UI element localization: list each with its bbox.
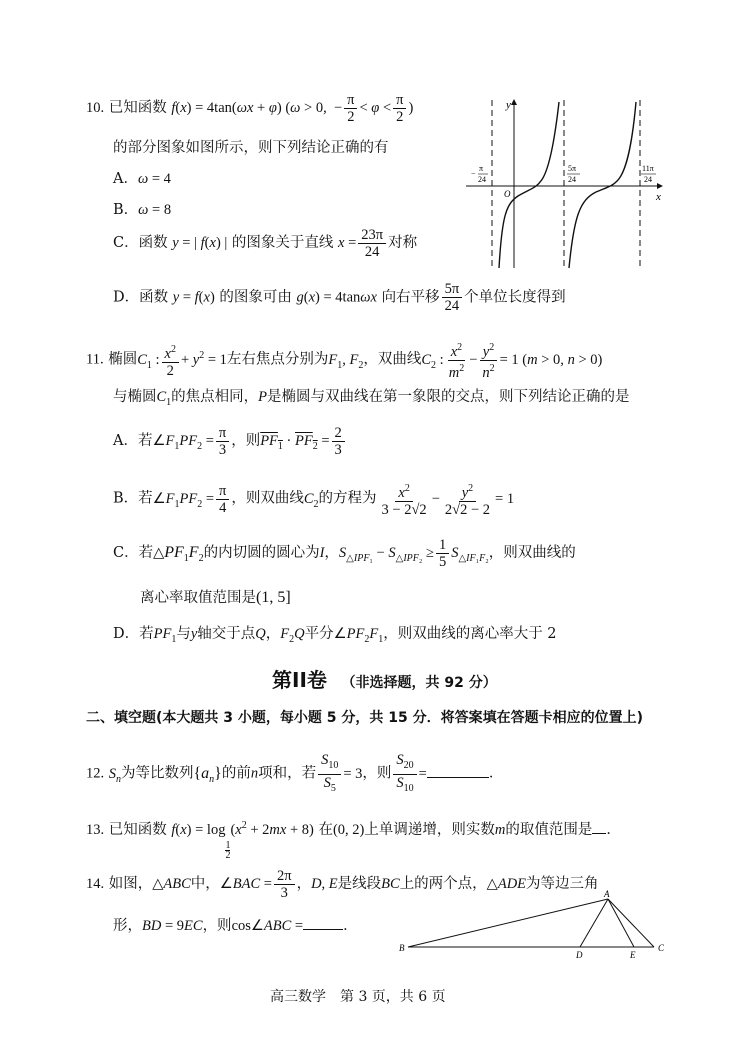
q11-line2-b: 的焦点相同， <box>171 389 259 405</box>
q12-answer-blank[interactable] <box>427 777 489 778</box>
q11-option-d-b: 与 <box>176 626 191 642</box>
q11-option-d-e: 平分 <box>304 626 334 642</box>
segment-ae <box>608 899 634 947</box>
q14-line2-b: ，则 <box>202 918 232 934</box>
page-footer: 高三数学 第 3 页，共 6 页 <box>270 989 446 1005</box>
q10-stem-a: 已知函数 <box>108 99 167 116</box>
l1-sign: − <box>471 169 476 178</box>
q14-text-f: 为等边三角 <box>526 875 599 892</box>
q14-text-d: 是线段 <box>337 875 382 892</box>
q10-option-d-c: 向右平移 <box>381 289 440 306</box>
q11-option-c-sep: ， <box>324 544 339 561</box>
q10-option-c-c: 对称 <box>388 234 418 251</box>
q13-answer-blank[interactable] <box>592 833 606 834</box>
q10-option-b: B．ω = 8 <box>113 202 172 218</box>
q14-number: 14. <box>86 875 105 892</box>
section-2-subtitle: （非选择题，共 92 分） <box>341 675 497 691</box>
q11-stem-line: 11. 椭圆$C_1$ : $\frac{x^2}{2}$ + $y^2 = 1$左右焦点分别为$F_1$, $F_2$，双曲线$C_2$ : $\frac{x^2}{m^2}$ − $\frac{y^2}{n^2}$ = 1 (m > 0, n > 0) <box>86 342 603 381</box>
q10-option-d: D．函数 y = f(x) 的图象可由 g(x) = 4tanωx 向右平移 $\frac{5\pi}{24}$ 个单位长度得到 <box>113 281 566 314</box>
q10-stem-line <box>86 92 413 125</box>
q11-line2: 与椭圆$C_1$的焦点相同，P是椭圆与双曲线在第一象限的交点，则下列结论正确的是 <box>113 389 630 408</box>
q11-stem-b: 左右焦点分别为 <box>226 351 329 368</box>
q13-text-b: 在 <box>318 822 333 838</box>
l1-num: π <box>479 164 484 173</box>
point-a-label: A <box>604 890 610 899</box>
section-2-title: 第II卷 <box>272 668 327 692</box>
l3-den: 24 <box>644 175 652 184</box>
q12-line: 12. $S_n$为等比数列$\{a_n\}$的前n项和，若 $\frac{S_{10}}{S_5}$ = 3，则 $\frac{S_{20}}{S_{10}}$ = ． <box>86 752 504 794</box>
l3-num: 11π <box>642 164 654 173</box>
q13-line: 13. 已知函数 f(x) = log $_{\frac{1}{2}}$ $(x^2 + 2mx + 8)$ 在(0, 2)上单调递增，则实数m的取值范围是 ． <box>86 820 621 861</box>
q14-line1: 14. 如图，△ABC中，∠BAC = $\frac{2\pi}{3}$ ，D, E是线段BC上的两个点，△ADE为等边三角 <box>86 868 599 901</box>
l2-den: 24 <box>568 175 576 184</box>
q11-option-d-d: ， <box>265 626 281 642</box>
q11-option-b: B．若$\angle F_1PF_2$ = $\frac{\pi}{4}$ ，则双曲线$C_2$的方程为 $\frac{x^2}{3 - 2√2}$ − $\frac{y^2}{2√2 - 2}$ = 1 <box>113 482 515 518</box>
point-b-label: B <box>399 943 405 953</box>
q12-number: 12. <box>86 765 105 782</box>
q11-option-c-b: 的内切圆的圆心为 <box>203 544 320 561</box>
point-c-label: C <box>658 943 665 953</box>
q12-text-b: 的前 <box>221 765 251 782</box>
q14-text-a: 如图，△ <box>108 875 164 892</box>
q12-text-a: 为等比数列 <box>120 765 194 782</box>
q11-option-d-f: ，则双曲线的离心率大于 2 <box>383 626 557 642</box>
q13-number: 13. <box>86 822 105 838</box>
q12-text-c: 项和，若 <box>258 765 317 782</box>
q10-option-c: C．函数 y = | f(x) | 的图象关于直线 x = $\frac{23\pi}{24}$ 对称 <box>113 227 418 260</box>
point-e-label: E <box>630 950 636 960</box>
q11-option-a-b: ，则 <box>231 432 261 449</box>
section-2-heading <box>272 664 497 693</box>
y-label: y <box>506 99 511 111</box>
q14-line2: 形，BD = 9EC，则cos∠ABC = ． <box>113 918 358 934</box>
q10-option-a-label: A． <box>113 171 138 187</box>
q10-number: 10. <box>86 99 105 116</box>
q11-stem-a: 椭圆 <box>108 351 138 368</box>
q14-text-b: 中， <box>190 875 220 892</box>
q14-line2-c: ． <box>343 918 358 934</box>
origin-label: O <box>504 189 511 199</box>
q12-text-d: ，则 <box>362 765 392 782</box>
q11-option-c-line2: 离心率取值范围是(1, 5] <box>140 589 291 606</box>
q11-option-b-a: B．若 <box>113 490 153 507</box>
q10-option-d-a: D．函数 <box>113 289 169 306</box>
segment-ac <box>608 899 654 947</box>
q14-answer-blank[interactable] <box>303 929 343 930</box>
q11-option-c-a: C．若△ <box>113 544 165 561</box>
q14-triangle-figure <box>396 890 668 962</box>
q10-function: f(x) = 4tan(ωx + φ) (ω > 0, − $\frac{\pi}{2}$ < φ < $\frac{\pi}{2}$ ) <box>171 92 414 125</box>
q11-line2-a: 与椭圆 <box>113 389 157 405</box>
q11-option-c: C．若$\triangle PF_1F_2$的内切圆的圆心为I，$S_{\triangle IPF_1} - S_{\triangle IPF_2}$ ≥ $\frac{1}{5}$ $S_{\triangle IF_1F_2}$，则双曲线的 <box>113 537 576 570</box>
q11-option-d-a: D．若 <box>113 626 154 642</box>
q11-stem-c: ，双曲线 <box>363 351 422 368</box>
q11-option-c-c: ，则双曲线的 <box>488 544 576 561</box>
q10-option-d-b: 的图象可由 <box>219 289 292 306</box>
tan-branch-1 <box>499 102 559 268</box>
q10-option-a: A．ω = 4 <box>113 171 171 187</box>
q11-option-d: D．若$PF_1$与y轴交于点Q，$F_2Q$平分$\angle PF_2F_1$，则双曲线的离心率大于 2 <box>113 626 557 645</box>
q14-text-c: ， <box>296 875 312 892</box>
q11-option-a-a: A．若 <box>113 432 153 449</box>
l1-den: 24 <box>478 175 486 184</box>
q13-text-d: 的取值范围是 <box>505 822 593 838</box>
q14-line2-a: 形， <box>113 918 142 934</box>
q11-option-b-b: ，则双曲线 <box>231 490 304 507</box>
q11-option-d-c: 轴交于点 <box>197 626 256 642</box>
segment-ad <box>580 899 608 947</box>
q13-text-e: ． <box>606 822 621 838</box>
q12-text-e: ． <box>488 765 504 782</box>
l2-num: 5π <box>568 164 577 173</box>
q10-option-c-a: C．函数 <box>113 234 168 251</box>
fill-in-header: 二、填空题(本大题共 3 小题，每小题 5 分，共 15 分．将答案填在答题卡相应的位置上) <box>86 710 644 726</box>
tan-branch-2 <box>569 102 636 268</box>
q11-option-c-line2-text: 离心率取值范围是 <box>140 590 256 606</box>
q13-text-c: 上单调递增，则实数 <box>364 822 495 838</box>
q10-tangent-graph <box>466 96 666 272</box>
q11-line2-c: 是椭圆与双曲线在第一象限的交点，则下列结论正确的是 <box>267 389 630 405</box>
q11-option-b-c: 的方程为 <box>318 490 377 507</box>
q14-text-e: 上的两个点，△ <box>399 875 498 892</box>
point-d-label: D <box>576 950 583 960</box>
x-label: x <box>656 191 661 203</box>
q10-option-c-b: 的图象关于直线 <box>231 234 334 251</box>
q11-number: 11. <box>86 351 104 368</box>
segment-ab <box>408 899 608 947</box>
q11-option-a: A．若$\angle F_1PF_2$ = $\frac{\pi}{3}$ ，则$PF_1 \cdot PF_2$ = $\frac{2}{3}$ <box>113 425 347 458</box>
q10-stem-b: 的部分图象如图所示，则下列结论正确的有 <box>113 140 389 156</box>
q10-option-d-d: 个单位长度得到 <box>464 289 566 306</box>
q10-option-b-label: B． <box>113 202 139 218</box>
q13-text-a: 已知函数 <box>108 822 167 838</box>
